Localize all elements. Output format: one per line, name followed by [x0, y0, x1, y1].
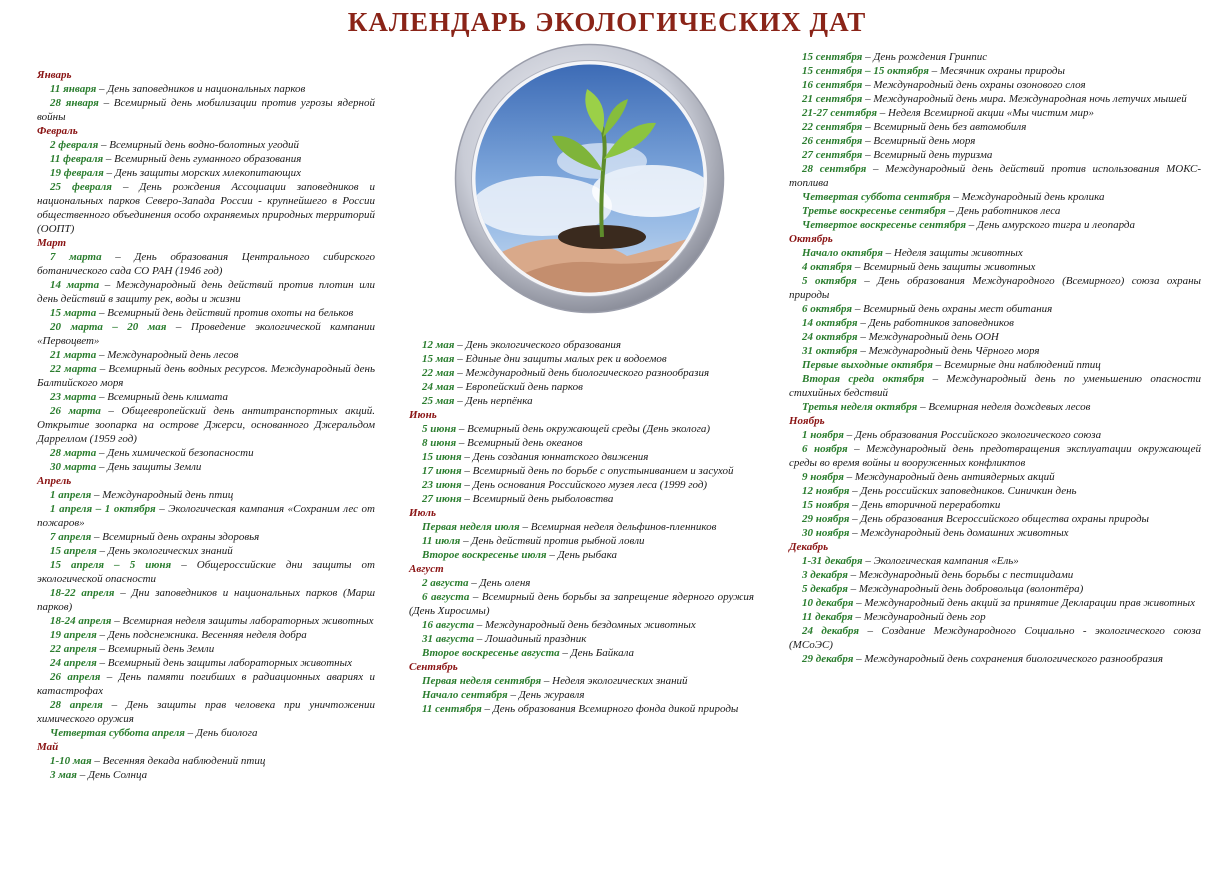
entry-text: – Международный день кролика [950, 191, 1105, 203]
entry-date: Первая неделя сентября [422, 675, 542, 687]
calendar-entry [789, 302, 1201, 316]
entry-date: 1-10 мая [50, 755, 92, 767]
month-heading: Апрель [37, 475, 72, 487]
column-2 [409, 338, 754, 716]
entry-text: – День образования Российского экологического союза [843, 429, 1102, 441]
entry-text: – День создания юннатского движения [461, 451, 649, 463]
entry-date: 27 июня [422, 493, 462, 505]
entry-date: 25 февраля [50, 181, 112, 193]
entry-date: 31 октября [802, 345, 858, 357]
calendar-entry [789, 316, 1201, 330]
entry-date: 7 апреля [50, 531, 92, 543]
entry-date: 5 октября [802, 275, 857, 287]
calendar-entry [409, 352, 754, 366]
entry-text: – День российских заповедников. Синичкин день [849, 485, 1077, 497]
entry-text: – Создание Международного Социально - экологического союза (МСоЭС) [789, 625, 1201, 651]
entry-text: – Всемирная неделя дождевых лесов [917, 401, 1091, 413]
entry-text: – Международный день птиц [91, 489, 234, 501]
entry-text: – Международный день действий против плотин или день действий в защиту рек, воды и жизни [37, 279, 375, 305]
calendar-entry [37, 768, 375, 782]
month-heading: Февраль [37, 125, 78, 137]
entry-text: – Общеевропейский день антитранспортных акций. Открытие зоопарка на острове Джерси, основанного Джеральдом Дарреллом (1959 год) [37, 405, 375, 445]
calendar-entry [37, 390, 375, 404]
entry-text: – Всемирный день гуманного образования [103, 153, 302, 165]
entry-date: Начало сентября [422, 689, 508, 701]
entry-date: 3 мая [50, 769, 77, 781]
entry-text: – Всемирный день борьбы за запрещение ядерного оружия (День Хиросимы) [409, 591, 754, 617]
entry-text: – Всемирный день мобилизации против угрозы ядерной войны [37, 97, 376, 123]
calendar-entry [37, 306, 375, 320]
entry-date: 12 мая [422, 339, 455, 351]
calendar-entry [409, 590, 754, 618]
entry-date: 23 июня [422, 479, 462, 491]
calendar-entry [37, 726, 375, 740]
entry-text: – Международный день мира. Международная ночь летучих мышей [862, 93, 1187, 105]
entry-text: – День заповедников и национальных парков [96, 83, 306, 95]
entry-text: – Всемирный день по борьбе с опустыниванием и засухой [461, 465, 734, 477]
entry-text: – Всемирный день охраны здоровья [91, 531, 260, 543]
entry-date: 10 декабря [802, 597, 854, 609]
entry-date: 1-31 декабря [802, 555, 863, 567]
entry-text: – Экологическая кампания «Сохраним лес от пожаров» [37, 503, 375, 529]
calendar-entry [409, 702, 754, 716]
entry-text: – Всемирный день Земли [96, 643, 215, 655]
entry-text: – Дни заповедников и национальных парков (Марш парков) [37, 587, 376, 613]
calendar-entry [789, 400, 1201, 414]
entry-text: – День журавля [507, 689, 585, 701]
entry-date: 20 марта – 20 мая [50, 321, 167, 333]
entry-text: – День биолога [184, 727, 258, 739]
calendar-entry [37, 698, 375, 726]
page-title: КАЛЕНДАРЬ ЭКОЛОГИЧЕСКИХ ДАТ [347, 7, 867, 37]
entry-date: 15 июня [422, 451, 462, 463]
entry-text: – День экологического образования [454, 339, 622, 351]
entry-date: 1 апреля – 1 октября [50, 503, 156, 515]
entry-text: – Международный день охраны озонового слоя [862, 79, 1086, 91]
calendar-entry [409, 464, 754, 478]
entry-text: – Международный день ООН [857, 331, 999, 343]
entry-date: Начало октября [802, 247, 883, 259]
entry-text: – День оленя [468, 577, 531, 589]
entry-date: 22 апреля [50, 643, 97, 655]
entry-date: 25 мая [422, 395, 455, 407]
entry-text: – Международный день добровольца (волонтёра) [847, 583, 1084, 595]
entry-text: – Всемирная неделя защиты лабораторных животных [111, 615, 374, 627]
entry-text: – Международный день бездомных животных [474, 619, 696, 631]
entry-text: – Международный день сохранения биологического разнообразия [853, 653, 1163, 665]
entry-date: 21-27 сентября [802, 107, 878, 119]
entry-text: – Месячник охраны природы [928, 65, 1065, 77]
entry-text: – День защиты морских млекопитающих [103, 167, 301, 179]
entry-date: Четвертая суббота апреля [50, 727, 185, 739]
entry-text: – Всемирный день туризма [862, 149, 993, 161]
calendar-entry [789, 358, 1201, 372]
entry-date: 16 августа [422, 619, 475, 631]
month-heading: Декабрь [789, 541, 829, 553]
calendar-entry [789, 610, 1201, 624]
month-heading: Август [409, 563, 444, 575]
entry-text: – День рыбака [546, 549, 618, 561]
calendar-entry [37, 460, 375, 474]
entry-date: 2 августа [422, 577, 469, 589]
calendar-entry [409, 534, 754, 548]
entry-date: Четвертая суббота сентября [802, 191, 951, 203]
entry-text: – Всемирная неделя дельфинов-пленников [519, 521, 717, 533]
calendar-entry [789, 484, 1201, 498]
entry-date: 4 октября [802, 261, 853, 273]
month-heading: Июль [409, 507, 436, 519]
entry-date: Первая неделя июля [422, 521, 520, 533]
entry-date: 6 августа [422, 591, 470, 603]
calendar-entry [37, 362, 375, 390]
entry-date: 16 сентября [802, 79, 863, 91]
calendar-entry [789, 554, 1201, 568]
entry-text: – День защиты Земли [96, 461, 202, 473]
calendar-entry [37, 586, 375, 614]
calendar-entry [37, 544, 375, 558]
entry-text: – Общероссийские дни защиты от экологической опасности [37, 559, 375, 585]
calendar-entry [409, 380, 754, 394]
entry-text: – Всемирный день охраны мест обитания [852, 303, 1053, 315]
entry-date: 26 апреля [50, 671, 101, 683]
calendar-entry [37, 628, 375, 642]
calendar-entry [789, 204, 1201, 218]
calendar-entry [37, 754, 375, 768]
entry-text: – Всемирный день окружающей среды (День эколога) [456, 423, 711, 435]
calendar-entry [409, 366, 754, 380]
calendar-entry [789, 498, 1201, 512]
calendar-entry [789, 120, 1201, 134]
calendar-entry [789, 470, 1201, 484]
calendar-entry [409, 436, 754, 450]
entry-date: Второе воскресенье августа [422, 647, 560, 659]
calendar-entry [789, 106, 1201, 120]
entry-text: – Лошадиный праздник [474, 633, 587, 645]
entry-date: 26 марта [50, 405, 101, 417]
entry-date: 24 мая [422, 381, 455, 393]
entry-text: – Международный день действий против использования МОКС-топлива [789, 163, 1201, 189]
calendar-entry [789, 596, 1201, 610]
entry-text: – Всемирный день океанов [456, 437, 583, 449]
calendar-entry [789, 330, 1201, 344]
entry-text: – День Байкала [559, 647, 635, 659]
entry-text: – День основания Российского музея леса (1999 год) [461, 479, 708, 491]
entry-text: – Международный день предотвращения эксплуатации окружающей среды во время войны и вооруженных конфликтов [789, 443, 1201, 469]
calendar-entry [37, 670, 375, 698]
seedling-photo [452, 41, 727, 316]
entry-date: 28 сентября [802, 163, 867, 175]
entry-text: – День работников заповедников [857, 317, 1014, 329]
entry-text: – День подснежника. Весенняя неделя добра [96, 629, 307, 641]
calendar-entry [789, 64, 1201, 78]
calendar-entry [789, 372, 1201, 400]
entry-date: 2 февраля [50, 139, 99, 151]
entry-date: 11 июля [422, 535, 461, 547]
column-3 [789, 50, 1201, 666]
calendar-entry [37, 96, 375, 124]
entry-date: 29 ноября [802, 513, 850, 525]
entry-date: 24 апреля [50, 657, 97, 669]
calendar-entry [789, 652, 1201, 666]
entry-text: – Международный день Чёрного моря [857, 345, 1040, 357]
entry-date: 22 сентября [802, 121, 863, 133]
entry-date: 24 октября [802, 331, 858, 343]
entry-date: 5 декабря [802, 583, 848, 595]
entry-text: – Экологическая кампания «Ель» [862, 555, 1019, 567]
month-heading: Май [37, 741, 59, 753]
entry-date: 15 ноября [802, 499, 850, 511]
calendar-entry [409, 576, 754, 590]
entry-text: – День нерпёнка [454, 395, 533, 407]
calendar-entry [789, 428, 1201, 442]
calendar-entry [789, 274, 1201, 302]
entry-text: – Всемирный день без автомобиля [862, 121, 1027, 133]
calendar-entry [37, 166, 375, 180]
entry-text: – Международный день гор [852, 611, 986, 623]
calendar-entry [409, 632, 754, 646]
calendar-entry [37, 348, 375, 362]
calendar-entry [37, 642, 375, 656]
calendar-entry [409, 674, 754, 688]
entry-date: Третья неделя октября [802, 401, 918, 413]
entry-text: – Международный день акций за принятие Декларации прав животных [853, 597, 1196, 609]
entry-date: 6 ноября [802, 443, 848, 455]
entry-date: 27 сентября [802, 149, 863, 161]
calendar-entry [409, 492, 754, 506]
entry-date: Третье воскресенье сентября [802, 205, 946, 217]
entry-text: – День Солнца [76, 769, 148, 781]
entry-date: 21 марта [50, 349, 97, 361]
entry-date: 30 ноября [802, 527, 850, 539]
entry-date: 28 января [50, 97, 99, 109]
entry-date: 6 октября [802, 303, 853, 315]
entry-text: – Неделя экологических знаний [541, 675, 688, 687]
entry-text: – Всемирный день защиты лабораторных животных [96, 657, 352, 669]
calendar-entry [789, 218, 1201, 232]
calendar-entry [409, 394, 754, 408]
entry-date: 14 октября [802, 317, 858, 329]
entry-date: 23 марта [50, 391, 97, 403]
entry-text: – Международный день по уменьшению опасности стихийных бедствий [789, 373, 1201, 399]
entry-text: – День защиты прав человека при уничтожении химического оружия [37, 699, 376, 725]
entry-date: 7 марта [50, 251, 102, 263]
calendar-entry [789, 50, 1201, 64]
month-heading: Октябрь [789, 233, 833, 245]
calendar-entry [789, 582, 1201, 596]
calendar-entry [789, 526, 1201, 540]
calendar-entry [789, 568, 1201, 582]
calendar-entry [37, 180, 375, 236]
calendar-entry [789, 260, 1201, 274]
entry-date: 30 марта [50, 461, 97, 473]
entry-date: 14 марта [50, 279, 100, 291]
entry-text: – День экологических знаний [96, 545, 233, 557]
calendar-entry [409, 478, 754, 492]
calendar-entry [789, 344, 1201, 358]
calendar-entry [409, 450, 754, 464]
calendar-entry [789, 246, 1201, 260]
entry-date: 31 августа [422, 633, 475, 645]
month-heading: Ноябрь [789, 415, 825, 427]
month-heading: Сентябрь [409, 661, 458, 673]
entry-text: – День образования Всероссийского общества охраны природы [849, 513, 1149, 525]
entry-text: – Международный день домашних животных [849, 527, 1069, 539]
entry-text: – День рождения Ассоциации заповедников и национальных парков Северо-Запада России - крупнейшего в России общественного объединения особо охраняемых природных территорий (ООПТ) [37, 181, 376, 235]
entry-date: 21 сентября [802, 93, 863, 105]
calendar-entry [37, 82, 375, 96]
entry-date: 15 апреля [50, 545, 97, 557]
entry-text: – Международный день антиядерных акций [843, 471, 1055, 483]
entry-date: 15 марта [50, 307, 97, 319]
entry-date: 28 марта [50, 447, 97, 459]
entry-date: 18-24 апреля [50, 615, 112, 627]
entry-text: – День образования Центрального сибирского ботанического сада СО РАН (1946 год) [37, 251, 375, 277]
entry-date: 11 февраля [50, 153, 104, 165]
entry-date: 11 декабря [802, 611, 853, 623]
calendar-entry [37, 404, 375, 446]
calendar-entry [37, 446, 375, 460]
entry-text: – День амурского тигра и леопарда [966, 219, 1135, 231]
calendar-entry [409, 338, 754, 352]
entry-text: – Всемирный день климата [96, 391, 228, 403]
entry-text: – День работников леса [945, 205, 1061, 217]
entry-text: – Неделя защиты животных [882, 247, 1023, 259]
entry-date: Второе воскресенье июля [422, 549, 547, 561]
entry-date: 15 сентября [802, 51, 863, 63]
entry-text: – День рождения Гринпис [862, 51, 988, 63]
column-1 [37, 68, 375, 782]
calendar-entry [37, 530, 375, 544]
calendar-entry [409, 618, 754, 632]
calendar-entry [789, 162, 1201, 190]
calendar-entry [37, 656, 375, 670]
calendar-entry [37, 488, 375, 502]
calendar-entry [37, 278, 375, 306]
entry-text: – Всемирный день рыболовства [461, 493, 614, 505]
calendar-entry [37, 320, 375, 348]
entry-text: – Всемирные дни наблюдений птиц [932, 359, 1101, 371]
entry-text: – Всемирный день действий против охоты на бельков [96, 307, 354, 319]
entry-text: – Проведение экологической кампании «Первоцвет» [37, 321, 375, 347]
calendar-entry [789, 134, 1201, 148]
entry-date: 15 мая [422, 353, 455, 365]
month-heading: Июнь [409, 409, 437, 421]
calendar-entry [789, 624, 1201, 652]
entry-date: 1 апреля [50, 489, 92, 501]
entry-date: 11 января [50, 83, 97, 95]
entry-date: 22 мая [422, 367, 455, 379]
calendar-entry [37, 138, 375, 152]
entry-text: – День вторичной переработки [849, 499, 1001, 511]
calendar-entry [789, 442, 1201, 470]
entry-text: – День памяти погибших в радиационных авариях и катастрофах [37, 671, 375, 697]
calendar-entry [37, 250, 375, 278]
entry-text: – Всемирный день моря [862, 135, 976, 147]
entry-text: – Международный день лесов [96, 349, 239, 361]
calendar-entry [409, 646, 754, 660]
calendar-entry [37, 614, 375, 628]
entry-date: 24 декабря [802, 625, 860, 637]
entry-date: 12 ноября [802, 485, 850, 497]
entry-date: Вторая среда октября [802, 373, 925, 385]
entry-date: 17 июня [422, 465, 462, 477]
entry-date: 15 апреля – 5 июня [50, 559, 172, 571]
entry-date: 11 сентября [422, 703, 482, 715]
entry-text: – Международный день борьбы с пестицидами [847, 569, 1074, 581]
calendar-entry [789, 92, 1201, 106]
entry-text: – Неделя Всемирной акции «Мы чистим мир» [877, 107, 1094, 119]
entry-date: 19 апреля [50, 629, 97, 641]
calendar-entry [37, 558, 375, 586]
entry-date: 26 сентября [802, 135, 863, 147]
entry-text: – Всемирный день водных ресурсов. Международный день Балтийского моря [37, 363, 375, 389]
entry-text: – День образования Всемирного фонда дикой природы [481, 703, 739, 715]
entry-text: – День образования Международного (Всемирного) союза охраны природы [789, 275, 1201, 301]
calendar-entry [789, 190, 1201, 204]
entry-date: 29 декабря [802, 653, 854, 665]
entry-text: – Европейский день парков [454, 381, 583, 393]
entry-date: 19 февраля [50, 167, 104, 179]
entry-date: 22 марта [50, 363, 97, 375]
entry-text: – Всемирный день защиты животных [852, 261, 1036, 273]
entry-date: 18-22 апреля [50, 587, 115, 599]
entry-text: – Весенняя декада наблюдений птиц [91, 755, 266, 767]
month-heading: Март [37, 237, 67, 249]
entry-date: 9 ноября [802, 471, 844, 483]
entry-date: Четвертое воскресенье сентября [802, 219, 967, 231]
entry-date: 5 июня [422, 423, 457, 435]
entry-date: 28 апреля [50, 699, 103, 711]
calendar-entry [409, 520, 754, 534]
month-heading: Январь [37, 69, 72, 81]
calendar-entry [789, 512, 1201, 526]
entry-text: – День действий против рыбной ловли [460, 535, 645, 547]
calendar-entry [409, 688, 754, 702]
calendar-entry [37, 502, 375, 530]
calendar-entry [37, 152, 375, 166]
calendar-entry [789, 78, 1201, 92]
calendar-entry [409, 548, 754, 562]
entry-date: 3 декабря [802, 569, 848, 581]
calendar-entry [789, 148, 1201, 162]
entry-text: – Всемирный день водно-болотных угодий [98, 139, 300, 151]
entry-date: 8 июня [422, 437, 457, 449]
entry-date: Первые выходные октября [802, 359, 933, 371]
entry-text: – День химической безопасности [96, 447, 254, 459]
seedling-in-hands-icon [452, 41, 727, 316]
entry-date: 15 сентября – 15 октября [802, 65, 929, 77]
entry-text: – Международный день биологического разнообразия [454, 367, 710, 379]
entry-text: – Единые дни защиты малых рек и водоемов [454, 353, 667, 365]
entry-date: 1 ноября [802, 429, 844, 441]
calendar-entry [409, 422, 754, 436]
